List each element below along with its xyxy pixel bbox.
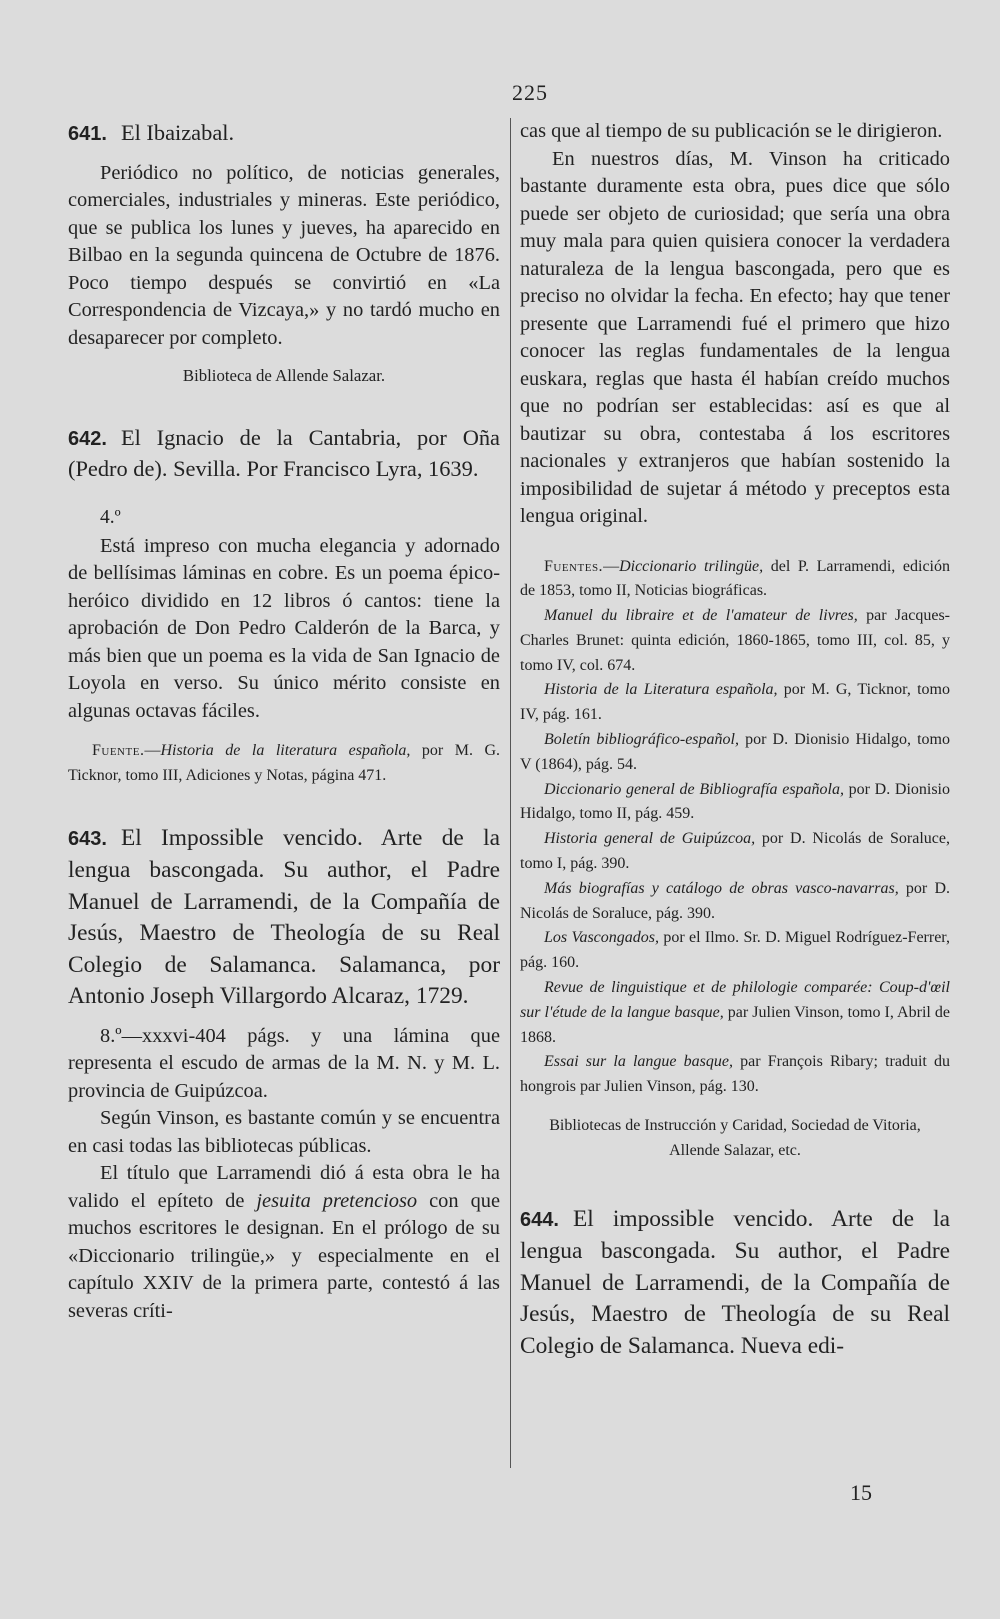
fuente-detail: por D. Nicolás de Soraluce, tomo I, pág. 390. — [520, 830, 950, 873]
fuente-title: Diccionario trilingüe, — [619, 557, 764, 575]
fuente-title: Revue de linguistique et de philologie comparée: Coup-d'œil sur l'étude de la langue basque, — [520, 979, 950, 1021]
entry-number: 644. — [520, 1208, 559, 1231]
sheet-signature: 15 — [850, 1480, 872, 1505]
fuente-dash: — — [144, 742, 161, 759]
fuente-item — [520, 555, 950, 605]
entry-641-heading — [68, 118, 500, 150]
right-column — [520, 118, 950, 1372]
fuente-item — [520, 1050, 950, 1100]
fuente-detail: par Julien Vinson, tomo I, Abril de 1868. — [520, 1003, 951, 1046]
entry-643-paragraph-1: 8.º—xxxvi-404 págs. y una lámina que representa el escudo de armas de la M. N. y M. L. provincia de Guipúzcoa. — [68, 1024, 500, 1102]
fuente-title: Los Vascongados, — [544, 929, 660, 947]
fuente-label: Fuente. — [92, 742, 145, 759]
fuente-title: Boletín bibliográfico-español, — [544, 731, 739, 749]
fuente-title: Diccionario general de Bibliografía española, — [544, 780, 844, 798]
fuente-item — [520, 827, 950, 877]
fuente-item — [520, 728, 950, 778]
entry-title: El Ibaizabal. — [120, 120, 235, 145]
fuente-title: Más biografías y catálogo de obras vasco-navarras, — [544, 879, 899, 897]
entry-642-heading — [68, 423, 500, 485]
entry-644 — [520, 1204, 950, 1363]
fuente-title: Essai sur la langue basque, — [544, 1053, 734, 1071]
entry-642-format: 4.º — [100, 506, 121, 528]
italic-phrase: jesuita pretencioso — [256, 1189, 418, 1212]
fuente-detail: por el Ilmo. Sr. D. Miguel Rodríguez-Ferrer, pág. 160. — [520, 929, 950, 972]
entry-number: 641. — [68, 123, 107, 145]
continuation-paragraph-2: En nuestros días, M. Vinson ha criticado bastante duramente esta obra, pues dice que sólo puede ser objeto de curiosidad; que sería una obra muy mala para quien quisiera conocer la verdadera naturaleza de la lengua bascongada, pero que es preciso no olvidar la fecha. En efecto; hay que tener presente que Larramendi fué el primero que hizo conocer las reglas fundamentales de la lengua euskara, reglas que hasta él habían creído muchos que no podrían ser establecidas: así es que al bautizar su obra, contestaba á los escritores nacionales y extranjeros que habían sostenido la imposibilidad de sujetar á método y preceptos esta lengua original. — [520, 147, 950, 527]
fuentes-label: Fuentes. — [544, 557, 604, 575]
fuente-detail: por D. Dionisio Hidalgo, tomo II, pág. 459. — [520, 780, 950, 823]
fuente-title: Historia de la Literatura española, — [544, 681, 778, 699]
entry-643 — [68, 823, 500, 1326]
entry-641-source: Biblioteca de Allende Salazar. — [182, 366, 386, 385]
fuente-detail: par Jacques-Charles Brunet: quinta edición, 1860-1865, tomo III, col. 85, y tomo IV, col. 674. — [520, 607, 951, 674]
text-run: con que muchos escritores le designan. En el prólogo de su «Diccionario trilingüe,» y especialmente en el capítulo XXIV de la primera parte, contestó á las severas críti- — [68, 1189, 501, 1322]
entry-643-heading — [68, 823, 500, 1013]
continuation-paragraph-1: cas que al tiempo de su publicación se le dirigieron. — [520, 120, 943, 142]
entry-643-paragraph-3 — [68, 1160, 500, 1325]
fuente-title: Manuel du libraire et de l'amateur de livres, — [544, 607, 858, 625]
entry-642-fuente — [68, 739, 500, 789]
fuente-detail: del P. Larramendi, edición de 1853, tomo II, Noticias biográficas. — [520, 557, 951, 600]
fuente-item — [520, 877, 950, 927]
entry-641 — [68, 118, 500, 389]
entry-641-body: Periódico no político, de noticias generales, comerciales, industriales y mineras. Este periódico, que se publica los lunes y jueves, ha aparecido en Bilbao en la segunda quincena de Octubre de 1876. Poco tiempo después se convirtió en «La Correspondencia de Vizcaya,» y no tardó mucho en desaparecer por completo. — [68, 161, 500, 349]
entry-title: El Ignacio de la Cantabria, por Oña (Pedro de). Sevilla. Por Francisco Lyra, 1639. — [68, 424, 500, 481]
entry-642-body: Está impreso con mucha elegancia y adornado de bellísimas láminas en cobre. Es un poema épico-heróico dividido en 12 libros ó cantos: tiene la aprobación de Don Pedro Calderón de la Barca, y más bien que un poema es la vida de San Ignacio de Loyola en verso. Su único mérito consiste en algunas octavas fáciles. — [68, 534, 500, 722]
fuentes-list — [520, 555, 950, 1101]
fuente-title: Historia general de Guipúzcoa, — [544, 830, 756, 848]
entry-number: 643. — [68, 827, 107, 850]
fuente-item — [520, 926, 950, 976]
entry-title: El Impossible vencido. Arte de la lengua bascongada. Su author, el Padre Manuel de Larramendi, de la Compañía de Jesús, Maestro de Theología de su Real Colegio de Salamanca. Salamanca, por Antonio Joseph Villargordo Alcaraz, 1729. — [68, 824, 500, 1010]
fuente-detail: por M. G, Ticknor, tomo IV, pág. 161. — [520, 681, 950, 724]
page-number: 225 — [512, 80, 548, 105]
fuente-item — [520, 976, 950, 1050]
fuente-detail: por D. Nicolás de Soraluce, pág. 390. — [520, 879, 950, 922]
entry-643-paragraph-2: Según Vinson, es bastante común y se encuentra en casi todas las bibliotecas públicas. — [68, 1107, 500, 1157]
entry-642 — [68, 423, 500, 789]
left-column — [68, 118, 500, 1325]
libraries-note: Bibliotecas de Instrucción y Caridad, Sociedad de Vitoria, Allende Salazar, etc. — [549, 1117, 921, 1159]
fuente-detail: par François Ribary; traduit du hongrois par Julien Vinson, pág. 130. — [520, 1053, 950, 1096]
fuente-item — [520, 604, 950, 678]
fuente-detail: por D. Dionisio Hidalgo, tomo V (1864), pág. 54. — [520, 731, 950, 773]
text-run: El título que Larramendi dió á esta obra le ha valido el epíteto de — [68, 1162, 500, 1212]
fuentes-dash: — — [603, 557, 620, 575]
fuente-item — [520, 678, 950, 728]
entry-title: El impossible vencido. Arte de la lengua bascongada. Su author, el Padre Manuel de Larramendi, de la Compañía de Jesús, Maestro de Theología de su Real Colegio de Salamanca. Nueva edi- — [520, 1205, 950, 1359]
fuente-detail: por M. G. Ticknor, tomo III, Adiciones y Notas, página 471. — [68, 742, 501, 784]
fuente-title: Historia de la literatura española, — [160, 742, 411, 759]
column-divider — [510, 118, 511, 1468]
fuente-item — [520, 778, 950, 828]
entry-644-heading — [520, 1204, 950, 1363]
entry-number: 642. — [68, 427, 107, 450]
